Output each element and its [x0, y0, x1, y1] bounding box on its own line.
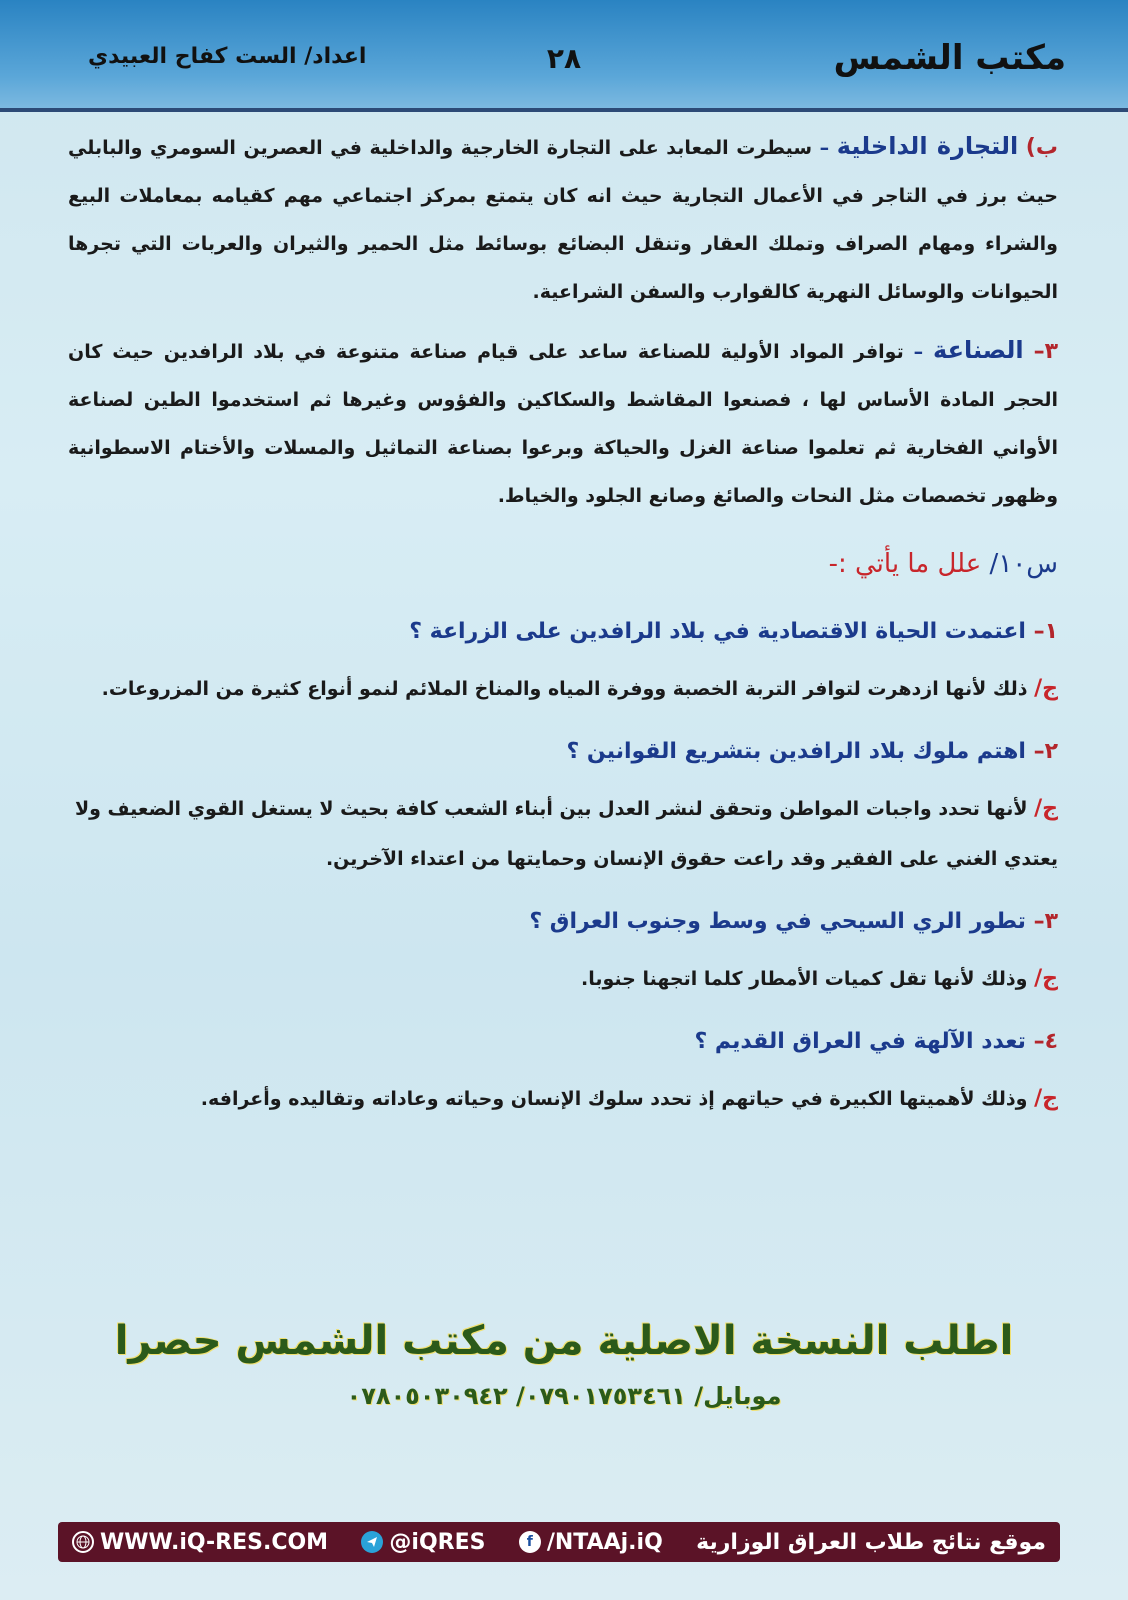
sub-question-number: ٢– [1033, 739, 1058, 764]
answer-text: لأنها تحدد واجبات المواطن وتحقق لنشر العدل بين أبناء الشعب كافة بحيث لا يستغل القوي الضعيف ولا يعتدي الغني على الفقير وقد راعت حقوق الإنسان وحمايتها من اعتداء الآخرين. [74, 798, 1058, 870]
telegram-handle: @iQRES [389, 1529, 486, 1555]
site-name: موقع نتائج طلاب العراق الوزارية [696, 1529, 1046, 1555]
sub-question [68, 1014, 1058, 1070]
facebook-link[interactable] [519, 1530, 663, 1555]
question-item [68, 724, 1058, 884]
page-content [68, 122, 1058, 1124]
question-label: س١٠/ [989, 549, 1058, 579]
answer-text: وذلك لأهميتها الكبيرة في حياتهم إذ تحدد سلوك الإنسان وحياته وعاداته وتقاليده وأعرافه. [200, 1088, 1028, 1110]
page-header [0, 0, 1128, 112]
question-item [68, 604, 1058, 714]
section-marker: ٣– [1033, 339, 1058, 364]
sub-question [68, 604, 1058, 660]
answer [68, 1074, 1058, 1124]
answer-marker: ج/ [1034, 1086, 1058, 1111]
question-instruction: علل ما يأتي :- [828, 549, 982, 579]
website-link[interactable] [72, 1530, 328, 1555]
question-item [68, 894, 1058, 1004]
globe-icon [72, 1531, 94, 1553]
promo-block [0, 1318, 1128, 1410]
section-heading: الصناعة [933, 336, 1024, 364]
answer-text: ذلك لأنها ازدهرت لتوافر التربة الخصبة ووفرة المياه والمناخ الملائم لنمو أنواع كثيرة من المزروعات. [101, 678, 1028, 700]
website-url: WWW.iQ-RES.COM [100, 1529, 329, 1555]
telegram-link[interactable] [361, 1530, 485, 1555]
sub-question-text: اهتم ملوك بلاد الرافدين بتشريع القوانين ؟ [566, 739, 1026, 764]
question-item [68, 1014, 1058, 1124]
sub-question [68, 724, 1058, 780]
answer-marker: ج/ [1034, 676, 1058, 701]
sub-question-text: اعتمدت الحياة الاقتصادية في بلاد الرافدين على الزراعة ؟ [409, 619, 1026, 644]
promo-text: اطلب النسخة الاصلية من مكتب الشمس حصرا [114, 1318, 1014, 1364]
sub-question-number: ٣– [1033, 909, 1058, 934]
facebook-handle: /NTAAj.iQ [546, 1529, 663, 1555]
answer-marker: ج/ [1034, 966, 1058, 991]
section-industry [68, 326, 1058, 520]
facebook-icon: f [519, 1531, 541, 1553]
sub-question-number: ٤– [1033, 1029, 1058, 1054]
sub-question-number: ١– [1033, 619, 1058, 644]
author-credit: اعداد/ الست كفاح العبيدي [88, 44, 367, 69]
dash: – [913, 341, 924, 363]
section-internal-trade [68, 122, 1058, 316]
question-title [68, 534, 1058, 594]
answer-marker: ج/ [1034, 796, 1058, 821]
sub-question-text: تعدد الآلهة في العراق القديم ؟ [694, 1029, 1026, 1054]
answer [68, 784, 1058, 884]
footer-bar [58, 1522, 1060, 1562]
section-heading: التجارة الداخلية [836, 132, 1019, 160]
section-text: سيطرت المعابد على التجارة الخارجية والداخلية في العصرين السومري والبابلي حيث برز في التاجر في الأعمال التجارية حيث انه كان يتمتع بمركز اجتماعي مهم كقيامه بمعاملات البيع والشراء ومهام الصراف وتملك العقار وتنقل البضائع بوسائط مثل الحمير والثيران والعربات التي تجرها الحيوانات والوسائل النهرية كالقوارب والسفن الشراعية. [68, 137, 1058, 303]
telegram-icon [361, 1531, 383, 1553]
section-text: توافر المواد الأولية للصناعة ساعد على قيام صناعة متنوعة في بلاد الرافدين حيث كان الحجر المادة الأساس لها ، فصنعوا المقاشط والسكاكين والفؤوس وغيرها ثم استخدموا الطين لصناعة الأواني الفخارية ثم تعلموا صناعة الغزل والحياكة وبرعوا بصناعة التماثيل والمسلات والأختام الاسطوانية وظهور تخصصات مثل النحات والصائغ وصانع الجلود والخياط. [68, 341, 1058, 507]
answer [68, 954, 1058, 1004]
answer [68, 664, 1058, 714]
sub-question [68, 894, 1058, 950]
promo-phone: موبايل/ ٠٧٩٠١٧٥٣٤٦١/ ٠٧٨٠٥٠٣٠٩٤٢ [346, 1382, 782, 1410]
sub-question-text: تطور الري السيحي في وسط وجنوب العراق ؟ [529, 909, 1026, 934]
page-number: ٢٨ [546, 42, 582, 75]
section-marker: ب) [1025, 135, 1058, 160]
dash: – [819, 137, 830, 159]
answer-text: وذلك لأنها تقل كميات الأمطار كلما اتجهنا جنوبا. [580, 968, 1028, 990]
brand-title: مكتب الشمس [833, 38, 1066, 78]
